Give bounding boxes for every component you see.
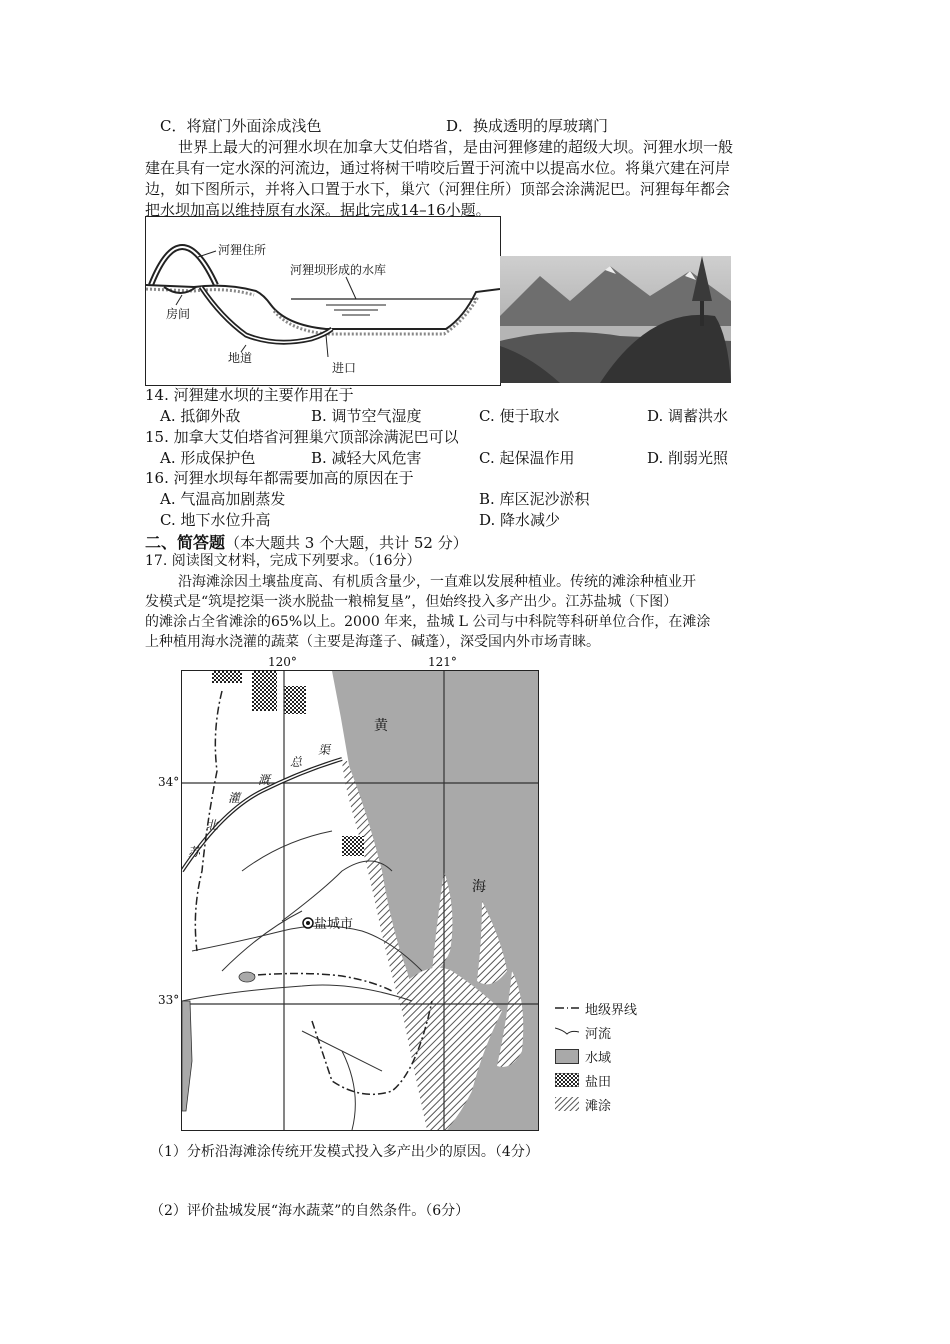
legend-tidal: [555, 1092, 637, 1116]
legend-water-label: 水域: [585, 1050, 612, 1066]
label-entrance: 进口: [332, 361, 357, 375]
q15-option-d: D. 削弱光照: [647, 449, 729, 467]
canal-char-4: 溉: [258, 773, 271, 787]
label-beaver-home: 河狸住所: [218, 243, 267, 257]
yancheng-map: [181, 670, 539, 1131]
sea-label-huang: 黄: [374, 718, 388, 734]
canal-char-1: 苏: [188, 845, 201, 859]
legend-river: [555, 1020, 637, 1044]
legend-river-label: 河流: [585, 1026, 612, 1042]
q17-material-2: 发模式是“筑堤挖渠一淡水脱盐一粮棉复垦”，但始终投入多产出少。江苏盐城（下图）: [145, 594, 678, 610]
legend-salt-label: 盐田: [585, 1074, 612, 1090]
map-svg: [182, 671, 538, 1130]
salt-field-swatch-icon: [555, 1073, 579, 1087]
legend-salt: [555, 1068, 637, 1092]
q14-option-c: C. 便于取水: [479, 407, 560, 425]
intro-line-2: 建在具有一定水深的河流边，通过将树干啃咬后置于河流中以提高水位。将巢穴建在河岸: [145, 159, 731, 177]
lat-33: 33°: [158, 993, 180, 1007]
intro-line-3: 边，如下图所示，并将入口置于水下，巢穴（河狸住所）顶部会涂满泥巴。河狸每年都会: [145, 180, 731, 198]
q16-option-c: C. 地下水位升高: [160, 511, 271, 529]
intro-line-1: 世界上最大的河狸水坝在加拿大艾伯塔省，是由河狸修建的超级大坝。河狸水坝一般: [178, 138, 734, 156]
q16-option-b: B. 库区泥沙淤积: [479, 490, 590, 508]
q15-stem: 15. 加拿大艾伯塔省河狸巢穴顶部涂满泥巴可以: [145, 428, 459, 446]
q17-stem: 17. 阅读图文材料，完成下列要求。（16分）: [145, 553, 421, 569]
q16-option-a: A. 气温高加剧蒸发: [160, 490, 286, 508]
legend-water: [555, 1044, 637, 1068]
lon-121: 121°: [428, 655, 457, 669]
beaver-diagram: [145, 216, 501, 386]
canal-char-5: 总: [290, 755, 303, 769]
q17-sub1: （1）分析沿海滩涂传统开发模式投入多产出少的原因。（4分）: [150, 1144, 539, 1160]
q17-material-4: 上种植用海水浇灌的蔬菜（主要是海蓬子、碱蓬），深受国内外市场青睐。: [145, 634, 600, 650]
city-yancheng: 盐城市: [314, 917, 354, 932]
q16-option-d: D. 降水减少: [479, 511, 561, 529]
q17-material-1: 沿海滩涂因土壤盐度高、有机质含量少，一直难以发展种植业。传统的滩涂种植业开: [178, 574, 696, 590]
legend-boundary: [555, 996, 637, 1020]
q15-option-c: C. 起保温作用: [479, 449, 575, 467]
sea-label-hai: 海: [472, 879, 486, 895]
section-heading: [145, 530, 468, 553]
canal-char-2: 北: [206, 818, 219, 832]
beaver-lodge-photo: [500, 256, 731, 383]
section-title: 二、简答题: [145, 533, 226, 552]
water-swatch-icon: [555, 1049, 579, 1064]
q16-stem: 16. 河狸水坝每年都需要加高的原因在于: [145, 469, 414, 487]
q14-stem: 14. 河狸建水坝的主要作用在于: [145, 386, 354, 404]
label-reservoir: 河狸坝形成的水库: [290, 263, 387, 277]
intro-line-4: 把水坝加高以维持原有水深。据此完成14–16小题。: [145, 201, 491, 219]
canal-char-6: 渠: [318, 743, 331, 757]
legend-tidal-label: 滩涂: [585, 1098, 612, 1114]
river-line-icon: [555, 1026, 579, 1038]
tidal-flat-swatch-icon: [555, 1097, 579, 1111]
section-desc: （本大题共 3 个大题，共计 52 分）: [225, 534, 468, 552]
photo-svg: [500, 256, 731, 383]
label-room: 房间: [166, 307, 191, 321]
q15-option-b: B. 减轻大风危害: [311, 449, 422, 467]
lat-34: 34°: [158, 775, 180, 789]
beaver-diagram-svg: [146, 217, 500, 385]
q17-material-3: 的滩涂占全省滩涂的65%以上。2000 年来，盐城 L 公司与中科院等科研单位合作，在滩涂: [145, 614, 711, 630]
map-legend: [555, 996, 637, 1116]
legend-boundary-label: 地级界线: [585, 1002, 638, 1018]
boundary-line-icon: [555, 1003, 579, 1013]
q14-option-b: B. 调节空气湿度: [311, 407, 422, 425]
q17-sub2: （2）评价盐城发展“海水蔬菜”的自然条件。（6分）: [150, 1203, 470, 1219]
option-d-prev: D．换成透明的厚玻璃门: [446, 117, 609, 135]
option-c-prev: C．将窟门外面涂成浅色: [160, 117, 322, 135]
q15-option-a: A. 形成保护色: [160, 449, 256, 467]
label-tunnel: 地道: [228, 351, 253, 365]
q14-option-d: D. 调蓄洪水: [647, 407, 729, 425]
q14-option-a: A. 抵御外敌: [160, 407, 241, 425]
lon-120: 120°: [268, 655, 297, 669]
canal-char-3: 灌: [228, 791, 241, 805]
